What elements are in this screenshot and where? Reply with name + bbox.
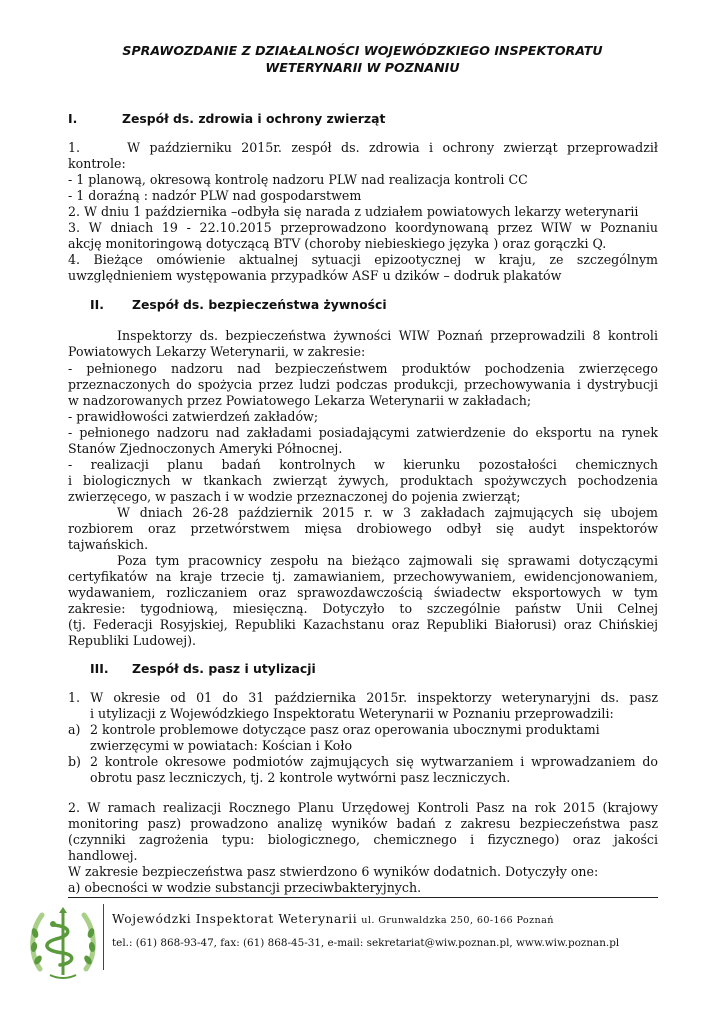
s1-line: akcję monitoringową dotyczącą BTV (choroby niebieskiego języka ) oraz gorączki Q. [68, 236, 607, 251]
s2-line: (tj. Federacji Rosyjskiej, Republiki Kazachstanu oraz Republiki Białorusi) oraz Chińskiej [68, 617, 658, 632]
s2-line: i biologicznych w tkankach zwierząt żywych, produktach spożywczych pochodzenia [68, 473, 658, 488]
footer-contact: tel.: (61) 868-93-47, fax: (61) 868-45-31, e-mail: sekretariat@wiw.poznan.pl, www.wiw.poznan.pl [112, 937, 620, 949]
s1-line: kontrole: [68, 156, 126, 171]
section-3-heading [90, 660, 316, 677]
s3-line: zwierzęcymi w powiatach: Kościan i Koło [90, 738, 353, 753]
s3-line: 2 kontrole okresowe podmiotów zajmujących się wytwarzaniem i wprowadzaniem do [90, 754, 658, 769]
s2-line: Stanów Zjednoczonych Ameryki Północnej. [68, 441, 343, 456]
s3-line: 1. W okresie od 01 do 31 października 2015r. inspektorzy weterynaryjni ds. pasz [68, 690, 658, 705]
s1-line: 1. W październiku 2015r. zespół ds. zdrowia i ochrony zwierząt przeprowadził [68, 140, 658, 155]
title-line-2: WETERYNARII W POZNANIU [265, 60, 460, 75]
veterinary-caduceus-logo-icon [26, 903, 100, 981]
s1-line: 3. W dniach 19 - 22.10.2015 przeprowadzono koordynowaną przez WIW w Poznaniu [68, 220, 658, 235]
footer-divider [68, 897, 658, 898]
footer-vertical-rule [103, 904, 104, 970]
s3-line: 2 kontrole problemowe dotyczące pasz oraz operowania ubocznymi produktami [90, 722, 600, 737]
s1-line: uwzględnieniem występowania przypadków ASF u dzików – dodruk plakatów [68, 268, 562, 283]
section-1-number: I. [68, 111, 78, 126]
s2-line: Inspektorzy ds. bezpieczeństwa żywności WIW Poznań przeprowadzili 8 kontroli [117, 328, 658, 343]
title-line-1: SPRAWOZDANIE Z DZIAŁALNOŚCI WOJEWÓDZKIEGO INSPEKTORATU [122, 43, 603, 58]
s1-line: - 1 doraźną : nadzór PLW nad gospodarstwem [68, 188, 362, 203]
s3-line: W zakresie bezpieczeństwa pasz stwierdzono 6 wyników dodatnich. Dotyczyły one: [68, 864, 599, 879]
footer-address: ul. Grunwaldzka 250, 60-166 Poznań [361, 915, 554, 926]
footer-organization [112, 912, 554, 926]
s2-line: przeznaczonych do spożycia przez ludzi podczas produkcji, przechowywania i dystrybucji [68, 377, 658, 392]
section-2-number: II. [90, 297, 104, 312]
section-1-title: Zespół ds. zdrowia i ochrony zwierząt [122, 111, 386, 126]
s3-line: obrotu pasz leczniczych, tj. 2 kontrole wytwórni pasz leczniczych. [90, 770, 511, 785]
s3-line: (czynniki zagrożenia typu: biologicznego, chemicznego i fizycznego) oraz jakości [68, 832, 658, 847]
s3-line: 2. W ramach realizacji Rocznego Planu Urzędowej Kontroli Pasz na rok 2015 (krajowy [68, 800, 658, 815]
s1-line: 2. W dniu 1 października –odbyła się narada z udziałem powiatowych lekarzy weterynarii [68, 204, 639, 219]
s3-line: monitoring pasz) prowadzono analizę wyników badań z zakresu bezpieczeństwa pasz [68, 816, 658, 831]
s2-line: W dniach 26-28 październik 2015 r. w 3 zakładach zajmujących się ubojem [117, 505, 658, 520]
s2-line: w nadzorowanych przez Powiatowego Lekarza Weterynarii w zakładach; [68, 393, 532, 408]
s3-line: handlowej. [68, 848, 138, 863]
s3-list-marker: a) [68, 722, 81, 737]
footer-org-name: Wojewódzki Inspektorat Weterynarii [112, 912, 358, 926]
s2-line: tajwańskich. [68, 537, 149, 552]
section-3-number: III. [90, 661, 109, 676]
s2-line: zakresie: tygodniową, miesięczną. Dotyczyło to szczególnie państw Unii Celnej [68, 601, 658, 616]
s2-line: Poza tym pracownicy zespołu na bieżąco zajmowali się sprawami dotyczącymi [117, 553, 658, 568]
s3-line: a) obecności w wodzie substancji przeciwbakteryjnych. [68, 880, 422, 895]
section-2-title: Zespół ds. bezpieczeństwa żywności [132, 297, 387, 312]
s1-line: - 1 planową, okresową kontrolę nadzoru PLW nad realizacja kontroli CC [68, 172, 528, 187]
s2-line: - prawidłowości zatwierdzeń zakładów; [68, 409, 319, 424]
s2-line: Powiatowych Lekarzy Weterynarii, w zakresie: [68, 344, 366, 359]
s2-line: Republiki Ludowej). [68, 633, 197, 648]
section-3-title: Zespół ds. pasz i utylizacji [132, 661, 316, 676]
s2-line: - pełnionego nadzoru nad zakładami posiadającymi zatwierdzenie do eksportu na rynek [68, 425, 658, 440]
s3-list-marker: b) [68, 754, 81, 769]
s2-line: wydawaniem, rozliczaniem oraz sprawozdawczością świadectw eksportowych w tym [68, 585, 658, 600]
s2-line: rozbiorem oraz przetwórstwem mięsa drobiowego odbył się audyt inspektorów [68, 521, 658, 536]
section-2-heading [90, 296, 387, 313]
s2-line: zwierzęcego, w paszach i w wodzie przeznaczonej do pojenia zwierząt; [68, 489, 521, 504]
s2-line: - realizacji planu badań kontrolnych w kierunku pozostałości chemicznych [68, 457, 658, 472]
s2-line: certyfikatów na kraje trzecie tj. zamawianiem, przechowywaniem, ewidencjonowaniem, [68, 569, 658, 584]
section-1-heading [68, 110, 385, 127]
s1-line: 4. Bieżące omówienie aktualnej sytuacji epizootycznej w kraju, ze szczególnym [68, 252, 658, 267]
s3-line: i utylizacji z Wojewódzkiego Inspektoratu Weterynarii w Poznaniu przeprowadzili: [90, 706, 614, 721]
s2-line: - pełnionego nadzoru nad bezpieczeństwem produktów pochodzenia zwierzęcego [68, 361, 658, 376]
document-title [60, 42, 665, 76]
